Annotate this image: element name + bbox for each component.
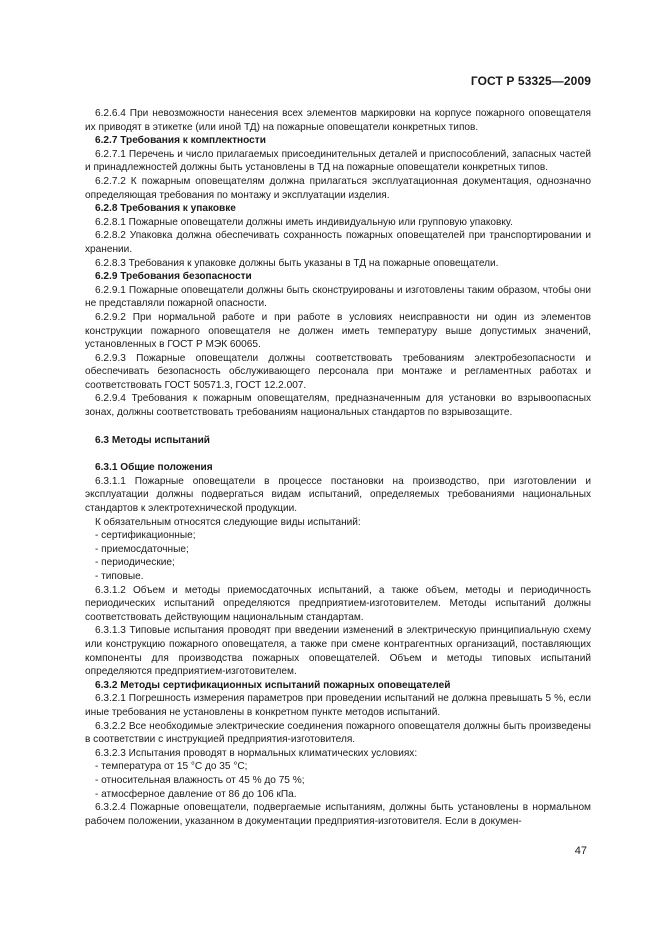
paragraph: К обязательным относятся следующие виды испытаний: xyxy=(95,516,361,528)
paragraph: 6.2.8.3 Требования к упаковке должны быть указаны в ТД на пожарные оповещатели. xyxy=(95,257,499,269)
section-heading: 6.3.2 Методы сертификационных испытаний пожарных оповещателей xyxy=(95,679,451,691)
paragraph: 6.3.2.4 Пожарные оповещатели, подвергаемые испытаниям, должны быть установлены в нормальном рабочем положении, указанном в документации предприятия-изготовителя. Если в докумен- xyxy=(85,802,591,827)
paragraph: 6.2.6.4 При невозможности нанесения всех элементов маркировки на корпусе пожарного оповещателя их приводят в этикетке (или иной ТД) на пожарные оповещатели конкретных типов. xyxy=(85,108,591,133)
list-item: - относительная влажность от 45 % до 75 %; xyxy=(95,774,305,786)
paragraph: 6.2.8.2 Упаковка должна обеспечивать сохранность пожарных оповещателей при транспортировании и хранении. xyxy=(85,230,591,255)
paragraph: 6.3.1.3 Типовые испытания проводят при введении изменений в электрическую принципиальную схему или конструкцию пожарного оповещателя, а также при смене контрагентных организаций, поставляющих компоненты для производства пожарных оповещателей. Объем и методы типовых испытаний определяются предприятием-изготовителем. xyxy=(85,625,591,678)
paragraph: 6.2.9.4 Требования к пожарным оповещателям, предназначенным для установки во взрывоопасных зонах, должны соответствовать требованиям национальных стандартов по взрывозащите. xyxy=(85,393,591,419)
spacer xyxy=(85,447,591,461)
section-heading: 6.2.9 Требования безопасности xyxy=(95,271,252,283)
paragraph: 6.2.7.1 Перечень и число прилагаемых присоединительных деталей и приспособлений, запасных частей и принадлежностей должны быть установлены в ТД на пожарные оповещатели конкретных типов. xyxy=(85,148,591,174)
section-heading: 6.3.1 Общие положения xyxy=(95,462,213,474)
paragraph: 6.3.2.3 Испытания проводят в нормальных климатических условиях: xyxy=(95,747,418,759)
paragraph: 6.2.9.3 Пожарные оповещатели должны соответствовать требованиям электробезопасности и обеспечивать безопасность обслуживающего персонала при монтаже и регламентных работах и соответствовать ГОСТ 50571.3, ГОСТ 12.2.007. xyxy=(85,352,591,391)
paragraph: 6.2.9.2 При нормальной работе и при работе в условиях неисправности ни один из элементов конструкции пожарного оповещателя не должен иметь температуру выше допустимых значений, установленных в ГОСТ Р МЭК 60065. xyxy=(85,311,591,351)
paragraph: 6.2.9.1 Пожарные оповещатели должны быть сконструированы и изготовлены таким образом, чтобы они не представляли пожарной опасности. xyxy=(85,284,591,310)
list-item: - сертификационные; xyxy=(95,530,196,542)
paragraph: 6.3.2.2 Все необходимые электрические соединения пожарного оповещателя должны быть произведены в соответствии с инструкцией предприятия-изготовителя. xyxy=(85,720,591,746)
list-item: - типовые. xyxy=(95,571,144,582)
page-number: 47 xyxy=(574,845,587,857)
list-item: - приемосдаточные; xyxy=(95,543,189,555)
paragraph: 6.3.1.2 Объем и методы приемосдаточных испытаний, а также объем, методы и периодичность периодических испытаний определяются предприятием-изготовителем. Методы испытаний должны соответствовать действующим национальным стандартам. xyxy=(85,584,591,623)
paragraph: 6.2.8.1 Пожарные оповещатели должны иметь индивидуальную или групповую упаковку. xyxy=(95,216,513,228)
paragraph: 6.3.1.1 Пожарные оповещатели в процессе постановки на производство, при изготовлении и эксплуатации должны подвергаться видам испытаний, определяемых требованиями национальных стандартов к электротехнической продукции. xyxy=(85,475,591,515)
document-body xyxy=(85,107,591,828)
list-item: - периодические; xyxy=(95,557,175,569)
section-heading: 6.2.7 Требования к комплектности xyxy=(95,135,266,147)
document-header: ГОСТ Р 53325—2009 xyxy=(470,74,591,88)
spacer xyxy=(85,420,591,434)
list-item: - атмосферное давление от 86 до 106 кПа. xyxy=(95,788,297,800)
section-heading: 6.2.8 Требования к упаковке xyxy=(95,203,236,215)
paragraph: 6.2.7.2 К пожарным оповещателям должна прилагаться эксплуатационная документация, однозначно определяющая требования по монтажу и эксплуатации изделия. xyxy=(85,175,591,201)
section-heading: 6.3 Методы испытаний xyxy=(95,434,210,446)
paragraph: 6.3.2.1 Погрешность измерения параметров при проведении испытаний не должна превышать 5 %, если иные требования не установлены в конкретном пункте методов испытаний. xyxy=(85,693,591,718)
list-item: - температура от 15 °С до 35 °С; xyxy=(95,761,248,773)
